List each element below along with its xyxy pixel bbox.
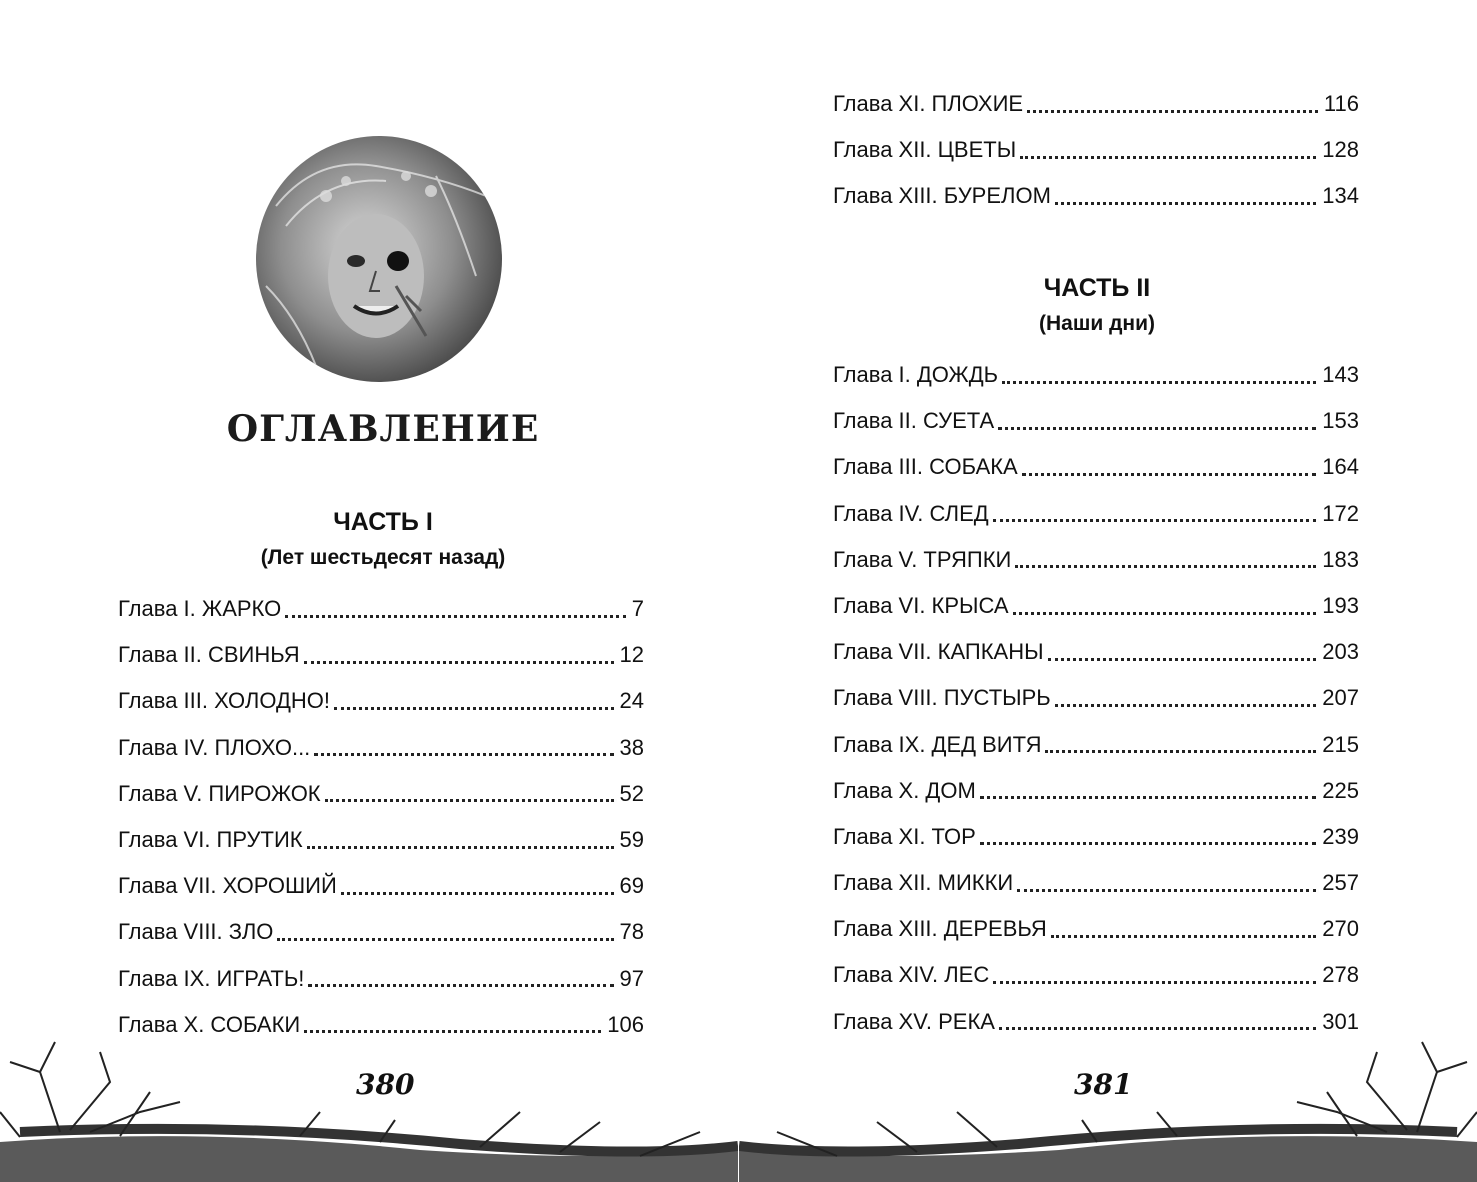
toc-entry-label: Глава IV. СЛЕД [833, 500, 989, 526]
toc-title: ОГЛАВЛЕНИЕ [226, 408, 540, 450]
toc-entry-page: 183 [1322, 546, 1359, 572]
toc-entry-page: 207 [1322, 685, 1359, 711]
toc-entry-label: Глава VI. ПРУТИК [118, 826, 303, 852]
toc-entry [833, 629, 1359, 675]
fallen-tree-icon [739, 1032, 1477, 1182]
toc-entry-page: 97 [619, 965, 644, 991]
toc-entry-page: 78 [619, 919, 644, 945]
dot-leader [1015, 565, 1316, 568]
toc-entry [833, 675, 1359, 721]
toc-entry [118, 817, 644, 863]
dot-leader [1017, 889, 1316, 892]
toc-entry [833, 352, 1359, 398]
toc-entry-page: 38 [619, 734, 644, 760]
toc-entry [118, 586, 644, 632]
toc-entry-page: 134 [1322, 183, 1359, 209]
dot-leader [285, 615, 626, 618]
toc-entry-page: 12 [619, 642, 644, 668]
part-subtitle: (Наши дни) [1038, 312, 1155, 335]
dot-leader [1048, 658, 1317, 661]
toc-entry [118, 956, 644, 1002]
dot-leader [980, 796, 1317, 799]
toc-entry-label: Глава VIII. ЗЛО [118, 919, 274, 945]
toc-entry [833, 127, 1359, 173]
toc-entry-label: Глава XII. МИККИ [833, 870, 1014, 896]
toc-entry-label: Глава XI. ПЛОХИЕ [833, 91, 1024, 116]
toc-entry-page: 59 [619, 826, 644, 852]
toc-entry [833, 906, 1359, 952]
toc-list [833, 352, 1359, 1045]
toc-entry [118, 863, 644, 909]
toc-entry-page: 24 [619, 688, 644, 714]
dot-leader [1027, 110, 1318, 113]
toc-entry-page: 164 [1322, 454, 1359, 480]
left-page [0, 0, 738, 1182]
dot-leader [1013, 612, 1317, 615]
toc-entry [118, 632, 644, 678]
dot-leader [1055, 704, 1317, 707]
page-number: 381 [1074, 1068, 1133, 1101]
toc-entry-page: 203 [1322, 639, 1359, 665]
dot-leader [1055, 202, 1316, 205]
dot-leader [314, 753, 613, 756]
toc-entry [833, 173, 1359, 219]
toc-entry-label: Глава XIV. ЛЕС [833, 962, 990, 988]
toc-entry-label: Глава VII. КАПКАНЫ [833, 639, 1044, 665]
toc-entry [833, 768, 1359, 814]
toc-entry-page: 193 [1322, 592, 1359, 618]
toc-entry-page: 106 [607, 1011, 644, 1037]
toc-entry-page: 215 [1322, 731, 1359, 757]
toc-entry [833, 398, 1359, 444]
dot-leader [1020, 156, 1316, 159]
dot-leader [1022, 473, 1317, 476]
toc-entry-page: 69 [619, 873, 644, 899]
toc-entry-label: Глава X. ДОМ [833, 777, 976, 803]
dot-leader [325, 799, 614, 802]
toc-entry [833, 444, 1359, 490]
fallen-tree-icon [0, 1032, 738, 1182]
dot-leader [304, 661, 614, 664]
toc-entry [833, 491, 1359, 537]
dot-leader [1002, 381, 1316, 384]
toc-entry-label: Глава IX. ИГРАТЬ! [118, 965, 305, 991]
toc-entry-label: Глава XIII. ДЕРЕВЬЯ [833, 916, 1047, 942]
toc-entry [118, 909, 644, 955]
toc-entry-page: 239 [1322, 823, 1359, 849]
dot-leader [341, 892, 614, 895]
toc-list [118, 586, 644, 1048]
toc-entry-label: Глава I. ЖАРКО [118, 596, 282, 621]
toc-entry-label: Глава III. СОБАКА [833, 454, 1018, 480]
dot-leader [1045, 750, 1316, 753]
toc-entry-page: 116 [1323, 91, 1359, 116]
toc-list-continued [833, 81, 1359, 220]
toc-entry [833, 81, 1359, 127]
toc-entry [833, 860, 1359, 906]
toc-entry-page: 52 [619, 780, 644, 806]
toc-entry-page: 278 [1322, 962, 1359, 988]
toc-entry-label: Глава VII. ХОРОШИЙ [118, 873, 337, 899]
toc-entry-label: Глава IX. ДЕД ВИТЯ [833, 731, 1042, 757]
toc-entry-label: Глава I. ДОЖДЬ [833, 362, 999, 387]
toc-entry-label: Глава II. СВИНЬЯ [118, 642, 300, 668]
toc-entry [833, 583, 1359, 629]
dot-leader [998, 427, 1316, 430]
toc-entry [833, 537, 1359, 583]
part-heading: ЧАСТЬ II [1043, 274, 1151, 302]
toc-entry [118, 725, 644, 771]
part-heading: ЧАСТЬ I [333, 508, 433, 536]
toc-entry-page: 225 [1322, 777, 1359, 803]
toc-entry-label: Глава XI. ТОР [833, 823, 976, 849]
toc-entry-label: Глава IV. ПЛОХО... [118, 734, 311, 760]
toc-entry-page: 270 [1322, 916, 1359, 942]
right-page [739, 0, 1477, 1182]
toc-entry-label: Глава V. ПИРОЖОК [118, 780, 321, 806]
toc-entry-page: 7 [631, 596, 644, 621]
toc-entry-label: Глава III. ХОЛОДНО! [118, 688, 330, 714]
toc-entry [833, 722, 1359, 768]
toc-entry-label: Глава XV. РЕКА [833, 1008, 995, 1034]
dot-leader [308, 984, 613, 987]
toc-entry-label: Глава VIII. ПУСТЫРЬ [833, 685, 1051, 711]
toc-entry [833, 952, 1359, 998]
toc-entry [118, 678, 644, 724]
toc-entry-page: 153 [1322, 408, 1359, 434]
dot-leader [334, 707, 614, 710]
toc-entry [118, 771, 644, 817]
dot-leader [277, 938, 613, 941]
dot-leader [993, 519, 1317, 522]
dot-leader [980, 842, 1316, 845]
dot-leader [1051, 935, 1317, 938]
toc-entry-label: Глава XIII. БУРЕЛОМ [833, 183, 1051, 209]
dot-leader [307, 846, 614, 849]
toc-entry-page: 172 [1322, 500, 1359, 526]
toc-entry-label: Глава VI. КРЫСА [833, 592, 1009, 618]
toc-entry-label: Глава II. СУЕТА [833, 408, 995, 434]
part-subtitle: (Лет шестьдесят назад) [260, 546, 506, 569]
toc-entry-page: 301 [1322, 1008, 1359, 1034]
toc-entry-label: Глава XII. ЦВЕТЫ [833, 137, 1017, 163]
skull-girl-portrait-icon [256, 136, 502, 382]
toc-entry-page: 128 [1322, 137, 1359, 163]
toc-entry-label: Глава V. ТРЯПКИ [833, 546, 1012, 572]
toc-entry-page: 257 [1322, 870, 1359, 896]
page-number: 380 [356, 1068, 415, 1101]
dot-leader [993, 981, 1316, 984]
dot-leader [999, 1027, 1316, 1030]
toc-entry [833, 814, 1359, 860]
toc-entry-label: Глава X. СОБАКИ [118, 1011, 301, 1037]
toc-entry-page: 143 [1322, 362, 1359, 387]
